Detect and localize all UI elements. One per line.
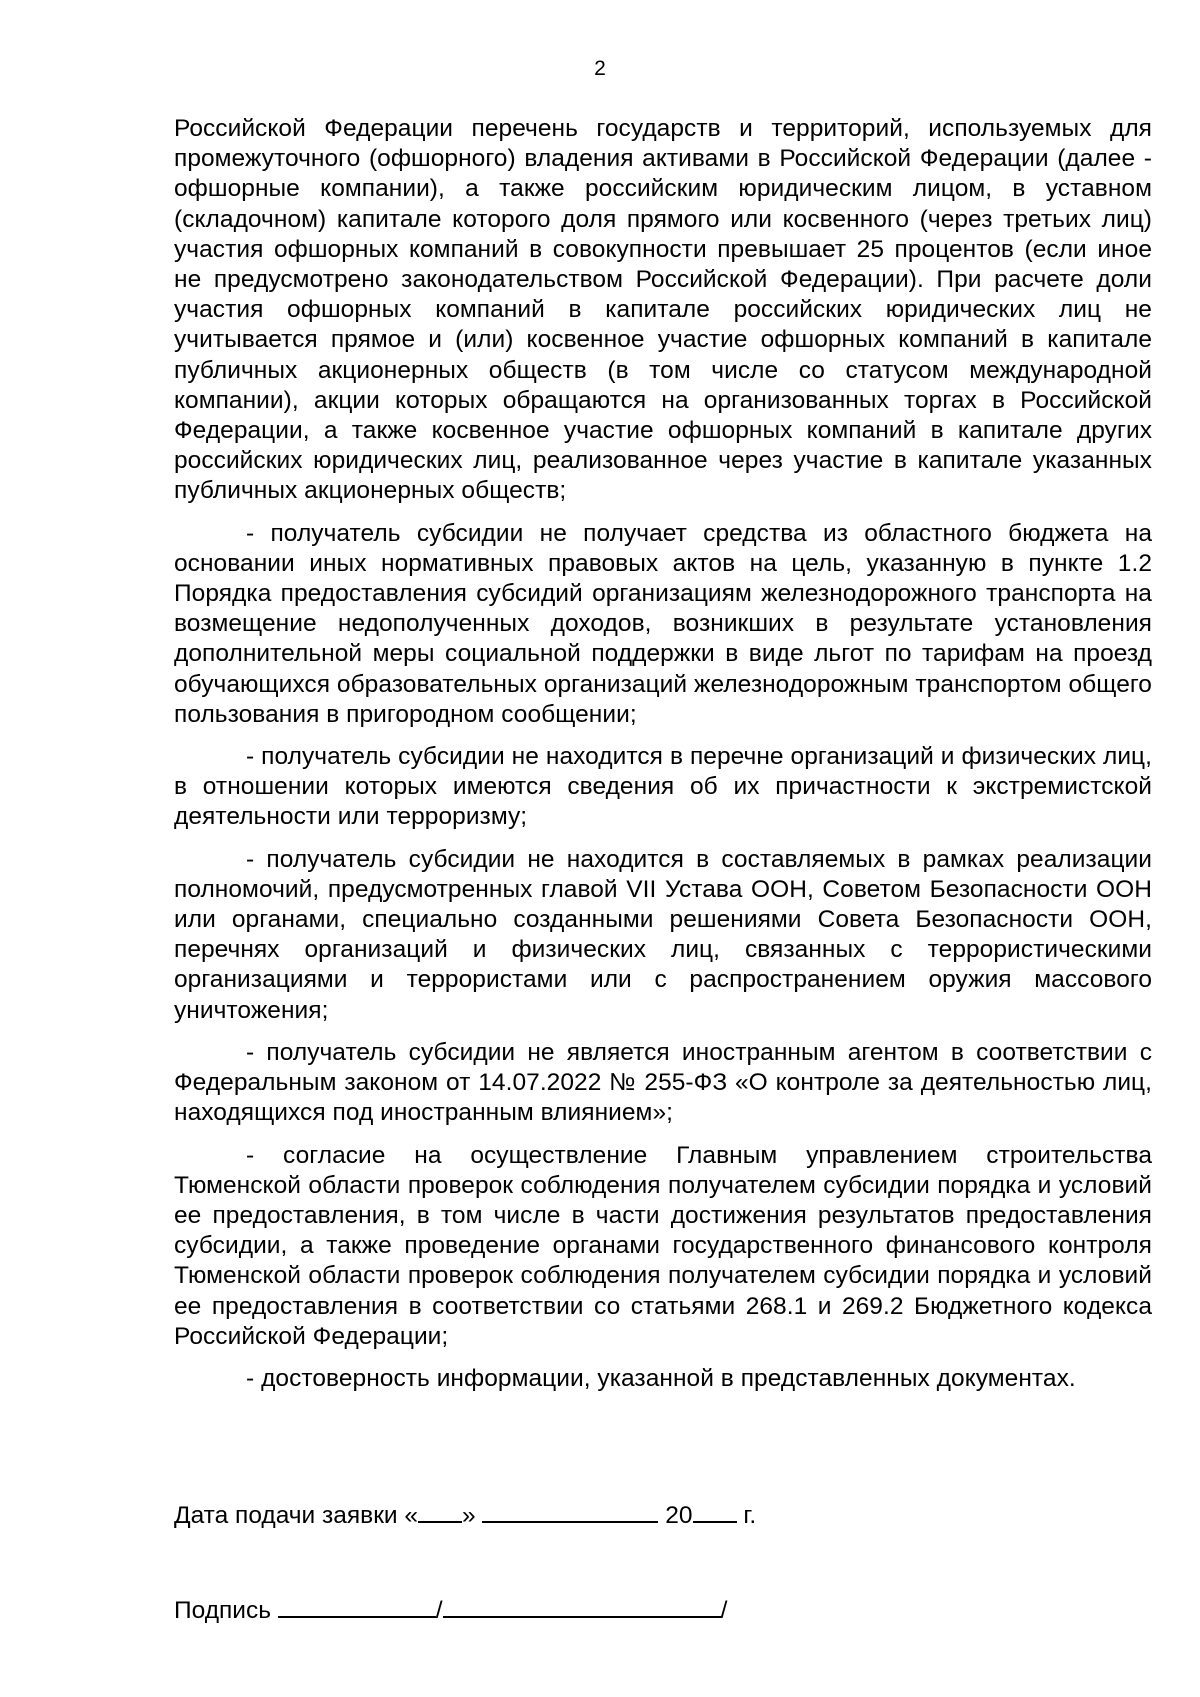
signature-label: Подпись <box>174 1597 271 1624</box>
page-number: 2 <box>594 57 606 80</box>
name-blank <box>443 1594 721 1618</box>
signature-end: / <box>720 1597 728 1624</box>
year-prefix: 20 <box>665 1502 693 1529</box>
date-close-quote: » <box>462 1502 476 1529</box>
day-blank <box>418 1499 462 1523</box>
paragraph-no-extremism: - получатель субсидии не находится в перечне организаций и физических лиц, в отношении которых имеются сведения об их причастности к экстремистской деятельности или терроризму; <box>174 743 1152 831</box>
paragraph-information-accuracy: - достоверность информации, указанной в представленных документах. <box>246 1364 1076 1392</box>
paragraph-inspection-consent: - согласие на осуществление Главным управлением строительства Тюменской области проверок соблюдения получателем субсидии порядка и условий ее предоставления, в том числе в части достижения результатов предоставления субсидии, а также проведение органами государственного финансового контроля Тюменской области проверок соблюдения получателем субсидии порядка и условий ее предоставления в соответствии со статьями 268.1 и 269.2 Бюджетного кодекса Российской Федерации; <box>174 1141 1152 1350</box>
date-label: Дата подачи заявки « <box>174 1502 419 1529</box>
paragraph-offshore-criteria: Российской Федерации перечень государств и территорий, используемых для промежуточного (офшорного) владения активами в Российской Федерации (далее - офшорные компании), а также российским юридическим лицом, в уставном (складочном) капитале которого доля прямого или косвенного (через третьих лиц) участия офшорных компаний в совокупности превышает 25 процентов (если иное не предусмотрено законодательством Российской Федерации). При расчете доли участия офшорных компаний в капитале российских юридических лиц не учитывается прямое и (или) косвенное участие офшорных компаний в капитале публичных акционерных обществ (в том числе со статусом международной компании), акции которых обращаются на организованных торгах в Российской Федерации, а также косвенное участие офшорных компаний в капитале других российских юридических лиц, реализованное через участие в капитале указанных публичных акционерных обществ; <box>174 115 1152 505</box>
paragraph-un-sanctions: - получатель субсидии не находится в составляемых в рамках реализации полномочий, предусмотренных главой VII Устава ООН, Советом Безопасности ООН или органами, специально созданными решениями Совета Безопасности ООН, перечнях организаций и физических лиц, связанных с террористическими организациями и террористами или с распространением оружия массового уничтожения; <box>174 845 1152 1024</box>
signature-blank <box>278 1594 436 1618</box>
year-suffix: г. <box>743 1502 757 1529</box>
month-blank <box>482 1499 658 1523</box>
document-body <box>174 114 1152 1394</box>
year-blank <box>693 1499 737 1523</box>
application-date-line <box>174 1499 756 1531</box>
paragraph-foreign-agent: - получатель субсидии не является иностранным агентом в соответствии с Федеральным законом от 14.07.2022 № 255-ФЗ «О контроле за деятельностью лиц, находящихся под иностранным влиянием»; <box>174 1038 1152 1127</box>
signature-separator: / <box>435 1597 443 1624</box>
signature-line <box>174 1594 727 1626</box>
paragraph-no-other-funding: - получатель субсидии не получает средства из областного бюджета на основании иных нормативных правовых актов на цель, указанную в пункте 1.2 Порядка предоставления субсидий организациям железнодорожного транспорта на возмещение недополученных доходов, возникших в результате установления дополнительной меры социальной поддержки в виде льгот по тарифам на проезд обучающихся образовательных организаций железнодорожным транспортом общего пользования в пригородном сообщении; <box>174 519 1152 728</box>
